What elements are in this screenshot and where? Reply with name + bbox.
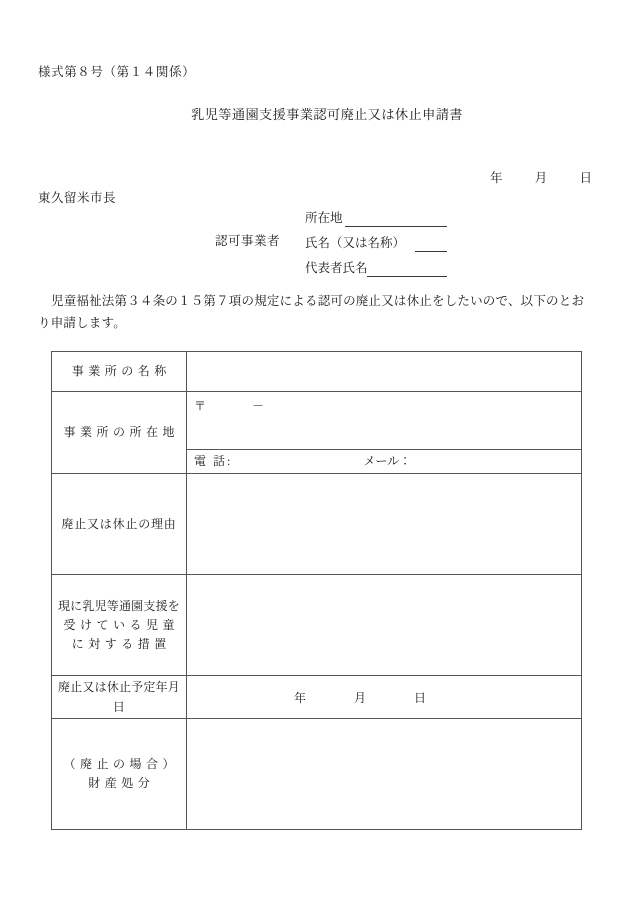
label-property-disposal: （廃止の場合） 財産処分 bbox=[52, 719, 187, 830]
value-measures[interactable] bbox=[187, 575, 582, 676]
table-row-reason bbox=[52, 474, 582, 575]
label-facility-name: 事業所の名称 bbox=[52, 352, 187, 392]
date-year-label: 年 bbox=[489, 171, 503, 185]
scheduled-day-label: 日 bbox=[414, 690, 427, 705]
applicant-representative-label: 代表者氏名 bbox=[305, 261, 368, 275]
applicant-name-input-rule[interactable] bbox=[415, 251, 447, 252]
scheduled-month-label: 月 bbox=[353, 690, 366, 705]
table-row-scheduled-date bbox=[52, 676, 582, 719]
applicant-representative-row bbox=[215, 256, 405, 281]
postal-dash: － bbox=[252, 399, 265, 413]
application-detail-table bbox=[51, 351, 582, 830]
contact-row bbox=[187, 450, 581, 473]
applicant-address-row bbox=[215, 206, 405, 231]
document-title: 乳児等通園支援事業認可廃止又は休止申請書 bbox=[191, 107, 463, 122]
applicant-block bbox=[215, 206, 405, 281]
label-reason: 廃止又は休止の理由 bbox=[52, 474, 187, 575]
date-month-label: 月 bbox=[534, 171, 548, 185]
body-paragraph: 児童福祉法第３４条の１５第７項の規定による認可の廃止又は休止をしたいので、以下のとおり申請します。 bbox=[38, 294, 585, 330]
addressee: 東久留米市長 bbox=[38, 191, 117, 205]
date-line bbox=[490, 168, 592, 186]
telephone-label: 電 話: bbox=[194, 454, 233, 468]
applicant-address-label: 所在地 bbox=[305, 211, 343, 225]
date-day-label: 日 bbox=[579, 171, 592, 185]
postal-address-input[interactable] bbox=[187, 392, 581, 450]
value-reason[interactable] bbox=[187, 474, 582, 575]
postal-mark-icon: 〒 bbox=[194, 399, 207, 413]
table-row-measures bbox=[52, 575, 582, 676]
table-row-property-disposal bbox=[52, 719, 582, 830]
label-facility-address: 事業所の所在地 bbox=[52, 392, 187, 474]
table-row-facility-name bbox=[52, 352, 582, 392]
mail-label: メール： bbox=[363, 454, 412, 468]
form-number: 様式第８号（第１４関係） bbox=[38, 65, 196, 79]
applicant-name-label: 氏名（又は名称） bbox=[305, 236, 406, 250]
applicant-group-label: 認可事業者 bbox=[215, 234, 281, 248]
applicant-address-input-rule[interactable] bbox=[345, 226, 447, 227]
value-facility-name[interactable] bbox=[187, 352, 582, 392]
scheduled-year-label: 年 bbox=[293, 690, 306, 705]
value-scheduled-date[interactable] bbox=[187, 676, 582, 719]
applicant-name-row bbox=[215, 231, 405, 256]
applicant-representative-input-rule[interactable] bbox=[367, 276, 447, 277]
label-measures: 現に乳児等通園支援を 受けている児童 に対する措置 bbox=[52, 575, 187, 676]
table-row-facility-address bbox=[52, 392, 582, 474]
value-property-disposal[interactable] bbox=[187, 719, 582, 830]
label-scheduled-date: 廃止又は休止予定年月 日 bbox=[52, 676, 187, 719]
value-facility-address bbox=[187, 392, 582, 474]
